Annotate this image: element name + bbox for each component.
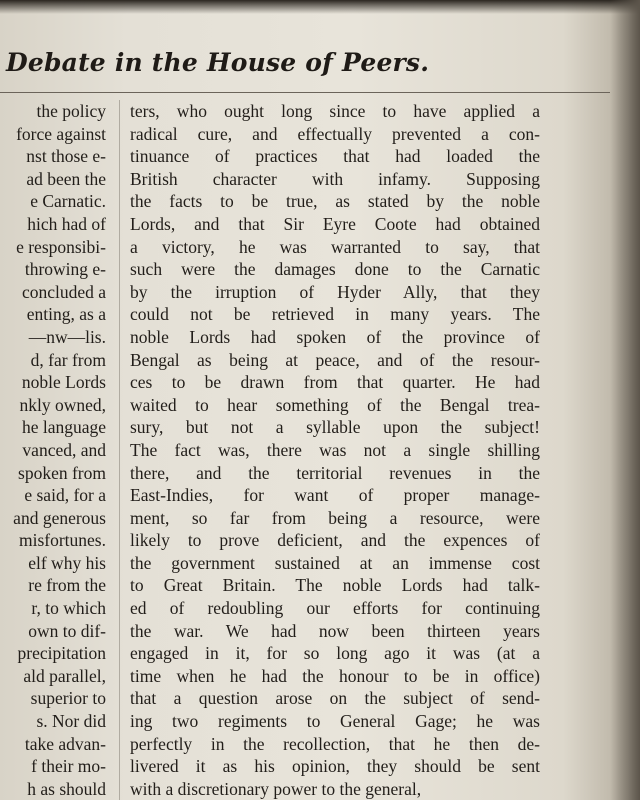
text-line: ment, so far from being a resource, were <box>130 507 540 528</box>
text-line: ed of redoubling our efforts for continuing <box>130 598 540 619</box>
running-head: Debate in the House of Peers. <box>6 48 430 77</box>
text-line: nkly owned, <box>19 394 106 415</box>
text-line: nst those e- <box>26 146 106 167</box>
text-line: East-Indies, for want of proper manage- <box>130 485 540 506</box>
text-line: force against <box>16 123 106 144</box>
text-line: concluded a <box>21 281 106 302</box>
text-line: and generous <box>13 507 106 528</box>
column-divider <box>119 100 120 800</box>
text-line: likely to prove deficient, and the expences of <box>130 530 540 551</box>
text-line: ad been the <box>26 168 106 189</box>
text-line: Lords, and that Sir Eyre Coote had obtained <box>130 213 540 234</box>
text-line: spoken from <box>18 462 106 483</box>
text-line: e Carnatic. <box>30 191 106 212</box>
text-line: perfectly in the recollection, that he then de- <box>130 733 540 754</box>
text-line: the facts to be true, as stated by the noble <box>130 191 540 212</box>
text-line: to Great Britain. The noble Lords had talk- <box>130 575 540 596</box>
text-line: noble Lords <box>21 372 106 393</box>
text-line: livered it as his opinion, they should be sent <box>130 756 540 777</box>
text-line: he language <box>21 417 106 438</box>
text-line: Bengal as being at peace, and of the resour- <box>130 349 540 370</box>
text-line: take advan- <box>24 733 106 754</box>
text-line: British character with infamy. Supposing <box>130 168 540 189</box>
text-line: —nw—lis. <box>28 326 106 347</box>
text-line: noble Lords had spoken of the province of <box>130 326 540 347</box>
text-line: could not be retrieved in many years. The <box>130 304 540 325</box>
text-line: ters, who ought long since to have applied a <box>130 101 540 121</box>
text-line: time when he had the honour to be in office) <box>130 665 540 686</box>
text-line: tinuance of practices that had loaded the <box>130 146 540 167</box>
text-line: elf why his <box>28 552 106 573</box>
text-line: such were the damages done to the Carnatic <box>130 259 540 280</box>
left-column <box>0 100 108 800</box>
text-line: that a question arose on the subject of send- <box>130 688 540 709</box>
text-line: by the irruption of Hyder Ally, that they <box>130 281 540 302</box>
page-edge-shadow <box>610 0 640 800</box>
text-line: there, and the territorial revenues in the <box>130 462 540 483</box>
text-line: the government sustained at an immense cost <box>130 552 540 573</box>
text-line: s. Nor did <box>36 711 106 732</box>
text-line: radical cure, and effectually prevented a con- <box>130 123 540 144</box>
text-line: throwing e- <box>24 259 106 280</box>
text-line: with a discretionary power to the general, <box>130 778 422 799</box>
text-line: sury, but not a syllable upon the subject! <box>130 417 540 438</box>
text-line: h as should <box>27 778 106 799</box>
text-line: ces to be drawn from that quarter. He had <box>130 372 540 393</box>
text-line: enting, as a <box>26 304 106 325</box>
right-column <box>130 100 540 800</box>
text-line: engaged in it, for so long ago it was (at a <box>130 643 540 664</box>
text-line: ald parallel, <box>23 665 106 686</box>
text-line: re from the <box>28 575 106 596</box>
text-line: f their mo- <box>31 756 106 777</box>
text-line: own to dif- <box>28 620 106 641</box>
text-line: r, to which <box>31 598 106 619</box>
text-line: the policy <box>36 101 106 121</box>
text-line: vanced, and <box>22 439 106 460</box>
text-line: d, far from <box>30 349 106 370</box>
text-line: hich had of <box>27 213 106 234</box>
text-line: e said, for a <box>24 485 106 506</box>
text-line: waited to hear something of the Bengal trea- <box>130 394 540 415</box>
text-line: ing two regiments to General Gage; he was <box>130 711 540 732</box>
header-rule <box>0 92 610 93</box>
text-line: a victory, he was warranted to say, that <box>130 236 540 257</box>
text-line: misfortunes. <box>18 530 106 551</box>
text-line: e responsibi- <box>16 236 106 257</box>
text-line: the war. We had now been thirteen years <box>130 620 540 641</box>
text-line: superior to <box>30 688 106 709</box>
text-line: The fact was, there was not a single shilling <box>130 439 540 460</box>
text-line: precipitation <box>17 643 106 664</box>
page-top-shadow <box>0 0 640 14</box>
